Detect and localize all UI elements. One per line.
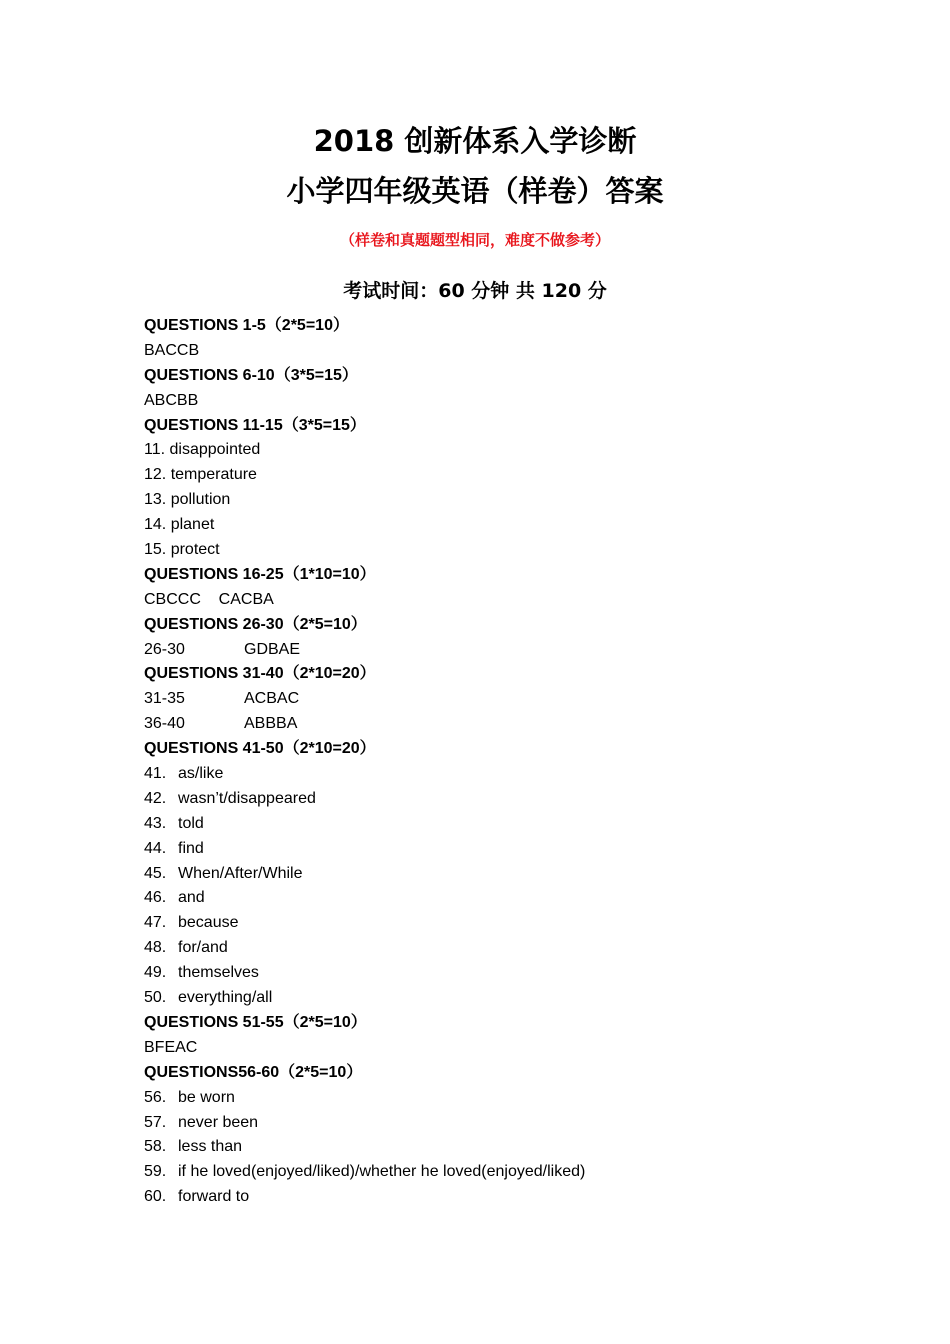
section-answer: BFEAC (144, 1038, 198, 1056)
item-number: 50. (144, 989, 167, 1007)
document-subtitle: 小学四年级英语（样卷）答案 (286, 174, 664, 208)
exam-time: 考试时间：60 分钟 共 120 分 (343, 280, 607, 302)
item-text: be worn (178, 1088, 235, 1106)
section-heading: QUESTIONS 11-15（3*5=15） (144, 416, 366, 434)
item-text: forward to (178, 1188, 250, 1206)
answer-item (144, 1086, 864, 1111)
item-text: and (178, 889, 205, 907)
section-answer: CBCCC CACBA (144, 590, 274, 608)
answer-item: 12. temperature (144, 466, 257, 484)
answer-item (144, 886, 864, 911)
section-answer: ABCBB (144, 391, 199, 409)
answer-item (144, 961, 864, 986)
item-number: 49. (144, 964, 167, 982)
item-text: as/like (178, 765, 224, 783)
item-number: 58. (144, 1138, 167, 1156)
answer-item (144, 862, 864, 887)
answer-item (144, 1135, 864, 1160)
answer-key (144, 314, 864, 1210)
answer-letters: GDBAE (244, 640, 301, 658)
section-heading: QUESTIONS 31-40（2*10=20） (144, 665, 376, 683)
item-text: if he loved(enjoyed/liked)/whether he loved(enjoyed/liked) (178, 1163, 586, 1181)
answer-letters: ACBAC (244, 690, 300, 708)
item-number: 47. (144, 914, 167, 932)
answer-letters: ABBBA (244, 715, 298, 733)
answer-item (144, 812, 864, 837)
answer-item (144, 986, 864, 1011)
item-text: wasn’t/disappeared (178, 789, 316, 807)
item-text: for/and (178, 939, 228, 957)
answer-item (144, 837, 864, 862)
item-text: less than (178, 1138, 243, 1156)
answer-item (144, 1160, 864, 1185)
answer-item: 13. pollution (144, 491, 231, 509)
answer-item (144, 787, 864, 812)
item-text: themselves (178, 964, 259, 982)
item-number: 56. (144, 1088, 167, 1106)
section-heading: QUESTIONS 6-10（3*5=15） (144, 366, 358, 384)
answer-row (144, 687, 864, 712)
item-text: When/After/While (178, 864, 303, 882)
section-heading: QUESTIONS 41-50（2*10=20） (144, 740, 376, 758)
answer-item (144, 762, 864, 787)
item-number: 57. (144, 1113, 167, 1131)
answer-item (144, 936, 864, 961)
item-text: because (178, 914, 239, 932)
section-heading: QUESTIONS 16-25（1*10=10） (144, 565, 376, 583)
answer-row (144, 638, 864, 663)
item-number: 46. (144, 889, 167, 907)
section-heading: QUESTIONS 1-5（2*5=10） (144, 317, 349, 334)
answer-range: 31-35 (144, 690, 185, 708)
answer-range: 26-30 (144, 640, 185, 658)
answer-item (144, 1185, 864, 1210)
section-answer: BACCB (144, 341, 200, 359)
answer-item: 11. disappointed (144, 441, 261, 459)
item-text: everything/all (178, 989, 273, 1007)
item-number: 59. (144, 1163, 167, 1181)
answer-item (144, 1111, 864, 1136)
item-number: 43. (144, 814, 167, 832)
section-heading: QUESTIONS56-60（2*5=10） (144, 1063, 363, 1081)
item-number: 41. (144, 765, 167, 783)
item-number: 44. (144, 839, 167, 857)
item-text: told (178, 814, 204, 832)
section-heading: QUESTIONS 51-55（2*5=10） (144, 1013, 367, 1031)
item-number: 42. (144, 789, 167, 807)
document-title: 2018 创新体系入学诊断 (313, 124, 637, 158)
answer-range: 36-40 (144, 715, 185, 733)
item-number: 48. (144, 939, 167, 957)
item-text: never been (178, 1113, 259, 1131)
item-number: 60. (144, 1188, 167, 1206)
item-number: 45. (144, 864, 167, 882)
answer-item (144, 911, 864, 936)
item-text: find (178, 839, 204, 857)
answer-item: 14. planet (144, 516, 215, 534)
sample-note: （样卷和真题题型相同，难度不做参考） (339, 231, 610, 249)
section-heading: QUESTIONS 26-30（2*5=10） (144, 615, 367, 633)
answer-item: 15. protect (144, 541, 220, 559)
answer-row (144, 712, 864, 737)
